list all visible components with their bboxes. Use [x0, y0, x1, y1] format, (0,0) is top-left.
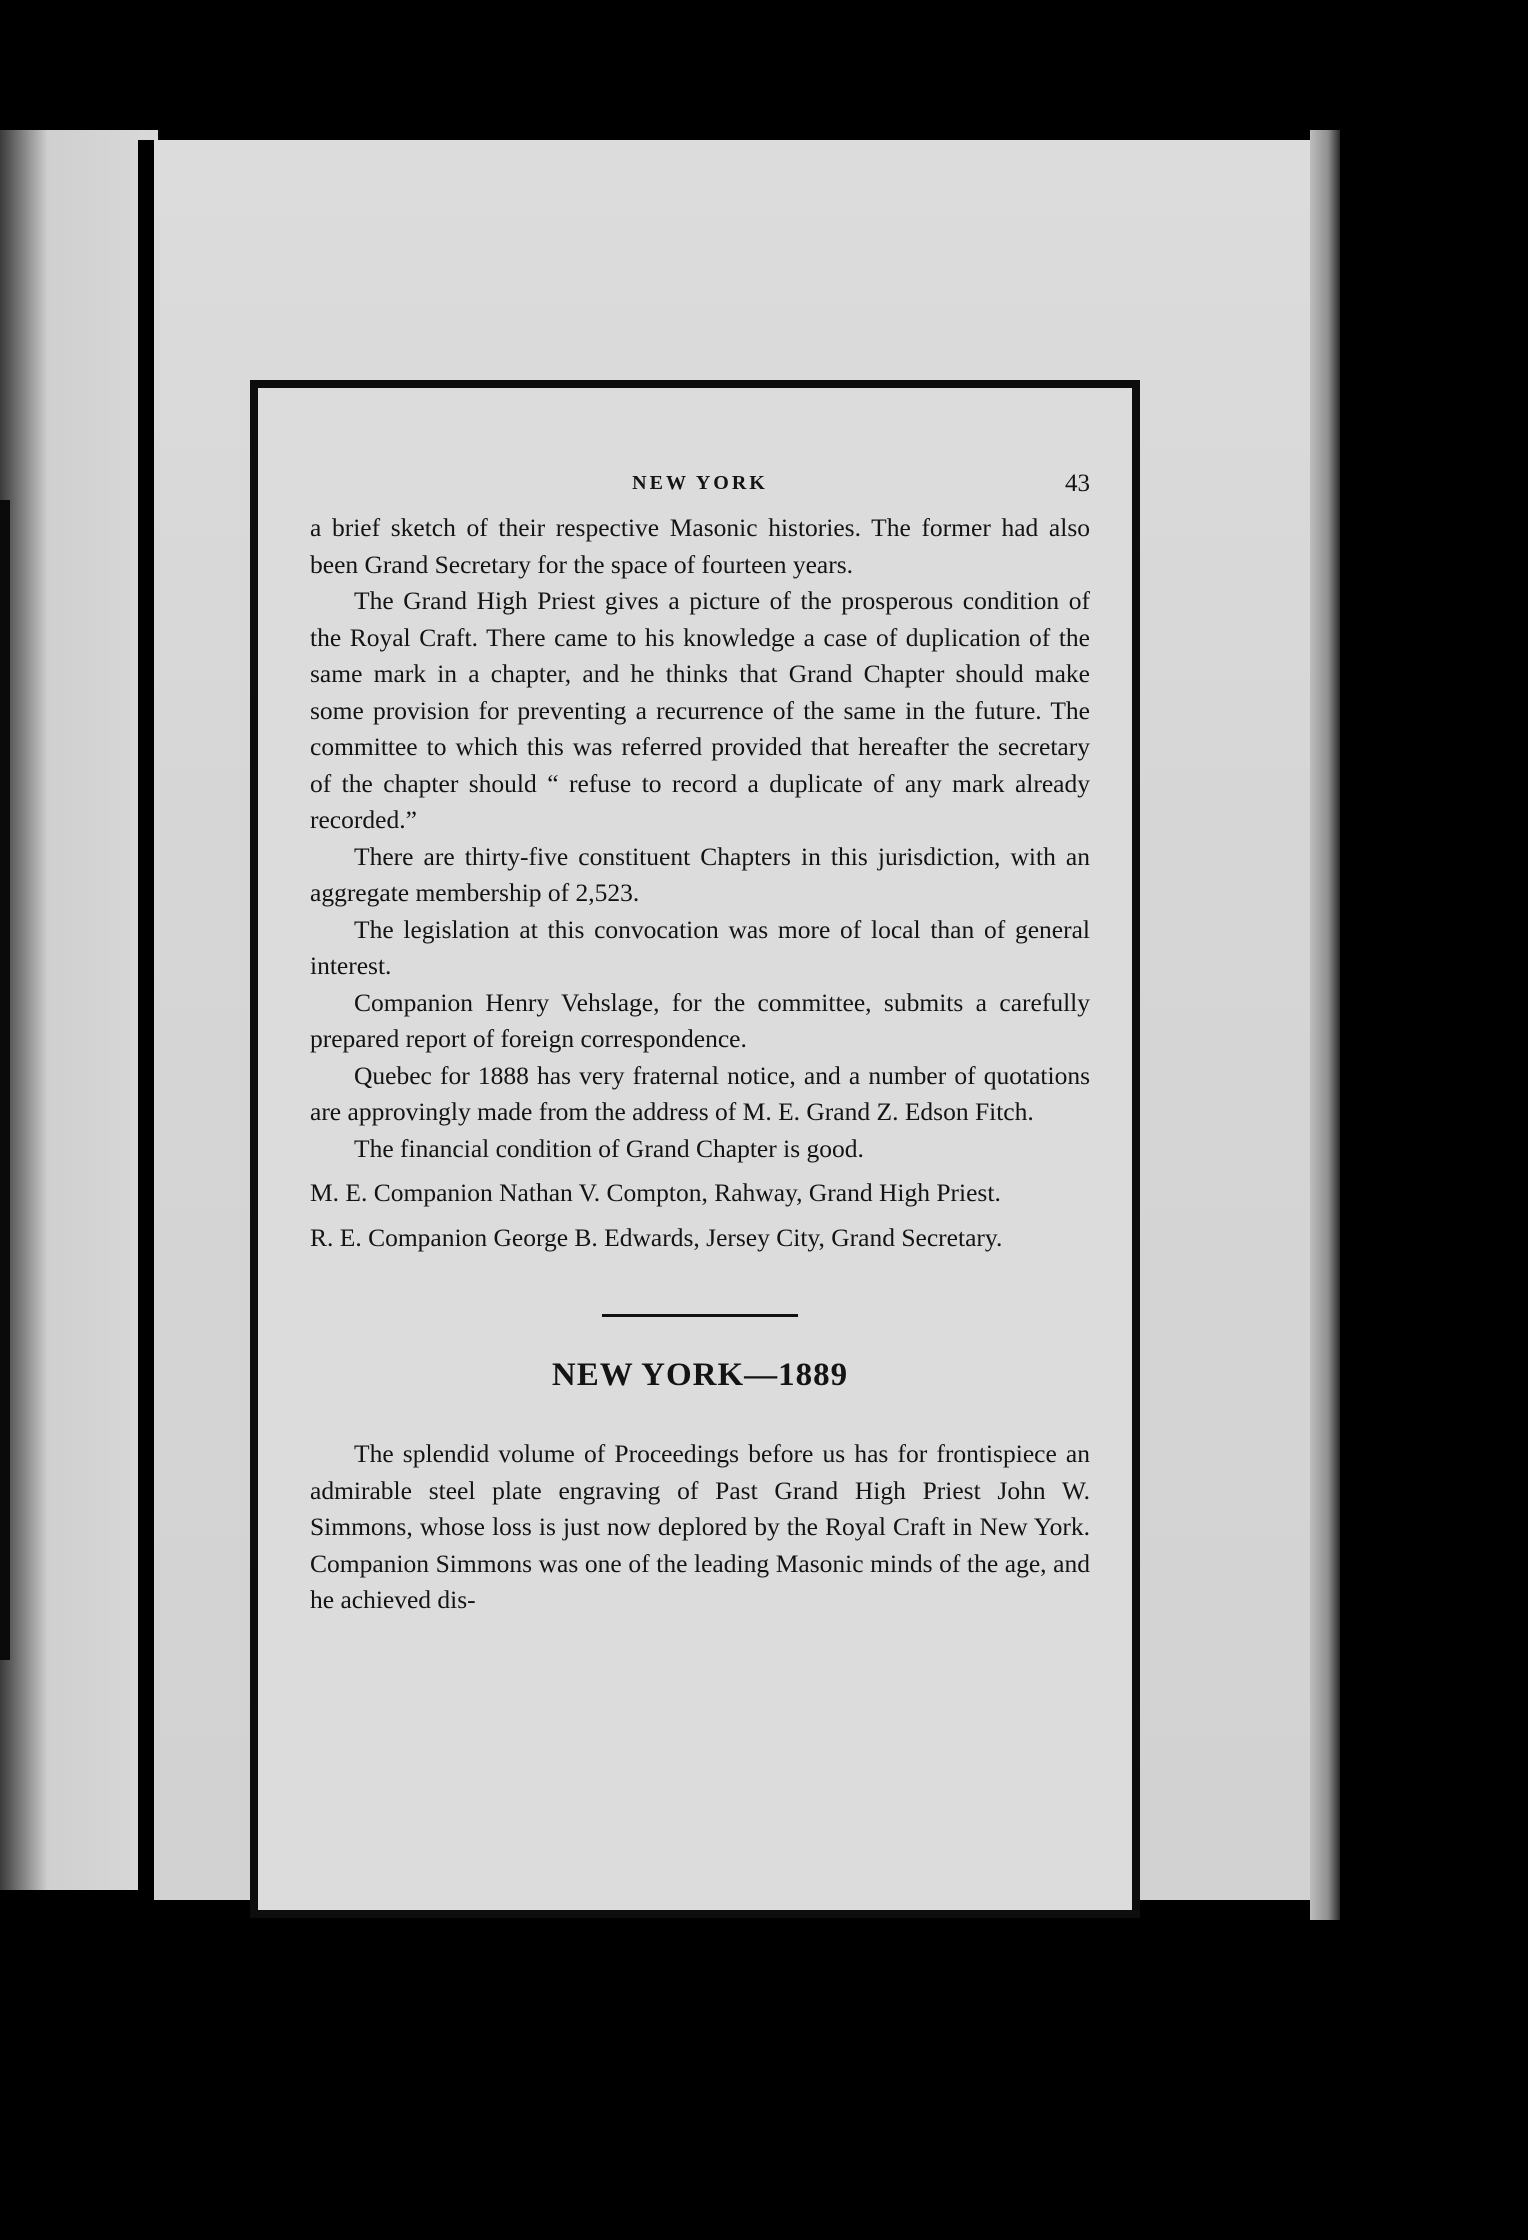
facing-page-edge	[0, 130, 158, 1890]
paragraph: There are thirty-five constituent Chapters in this jurisdiction, with an aggregate membership of 2,523.	[310, 841, 1090, 907]
facing-page-border	[0, 500, 10, 1660]
paragraph: The Grand High Priest gives a picture of the prosperous condition of the Royal Craft. There came to his knowledge a case of duplication of the same mark in a chapter, and he thinks that Grand Chapter should make some provision for preventing a recurrence of the same in the future. The committee to which this was referred provided that hereafter the secretary of the chapter should “ refuse to record a duplicate of any mark already recorded.”	[310, 586, 1090, 834]
paragraph: The splendid volume of Proceedings before us has for frontispiece an admirable steel plate engraving of Past Grand High Priest John W. Simmons, whose loss is just now deplored by the Royal Craft in New York. Companion Simmons was one of the leading Masonic minds of the age, and he achieved dis-	[310, 1439, 1090, 1614]
officer-entry: R. E. Companion George B. Edwards, Jersey City, Grand Secretary.	[310, 1222, 1003, 1252]
running-head-title: NEW YORK	[632, 472, 768, 494]
paragraph: Quebec for 1888 has very fraternal notice, and a number of quotations are approvingly made from the address of M. E. Grand Z. Edson Fitch.	[310, 1060, 1090, 1126]
running-head	[310, 470, 1090, 510]
paragraph: The financial condition of Grand Chapter is good.	[354, 1133, 864, 1163]
officer-entry: M. E. Companion Nathan V. Compton, Rahway, Grand High Priest.	[310, 1178, 1001, 1207]
book-gutter	[138, 140, 154, 1890]
paragraph: a brief sketch of their respective Masonic histories. The former had also been Grand Secretary for the space of fourteen years.	[310, 513, 1090, 579]
section-divider-rule	[602, 1314, 798, 1317]
page-number: 43	[1065, 470, 1090, 497]
paragraph: Companion Henry Vehslage, for the committee, submits a carefully prepared report of foreign correspondence.	[310, 987, 1090, 1053]
section-heading: NEW YORK—1889	[551, 1357, 849, 1393]
page-text-block	[310, 470, 1090, 1619]
page-stack-edge	[1310, 130, 1340, 1920]
paragraph: The legislation at this convocation was more of local than of general interest.	[310, 914, 1090, 980]
